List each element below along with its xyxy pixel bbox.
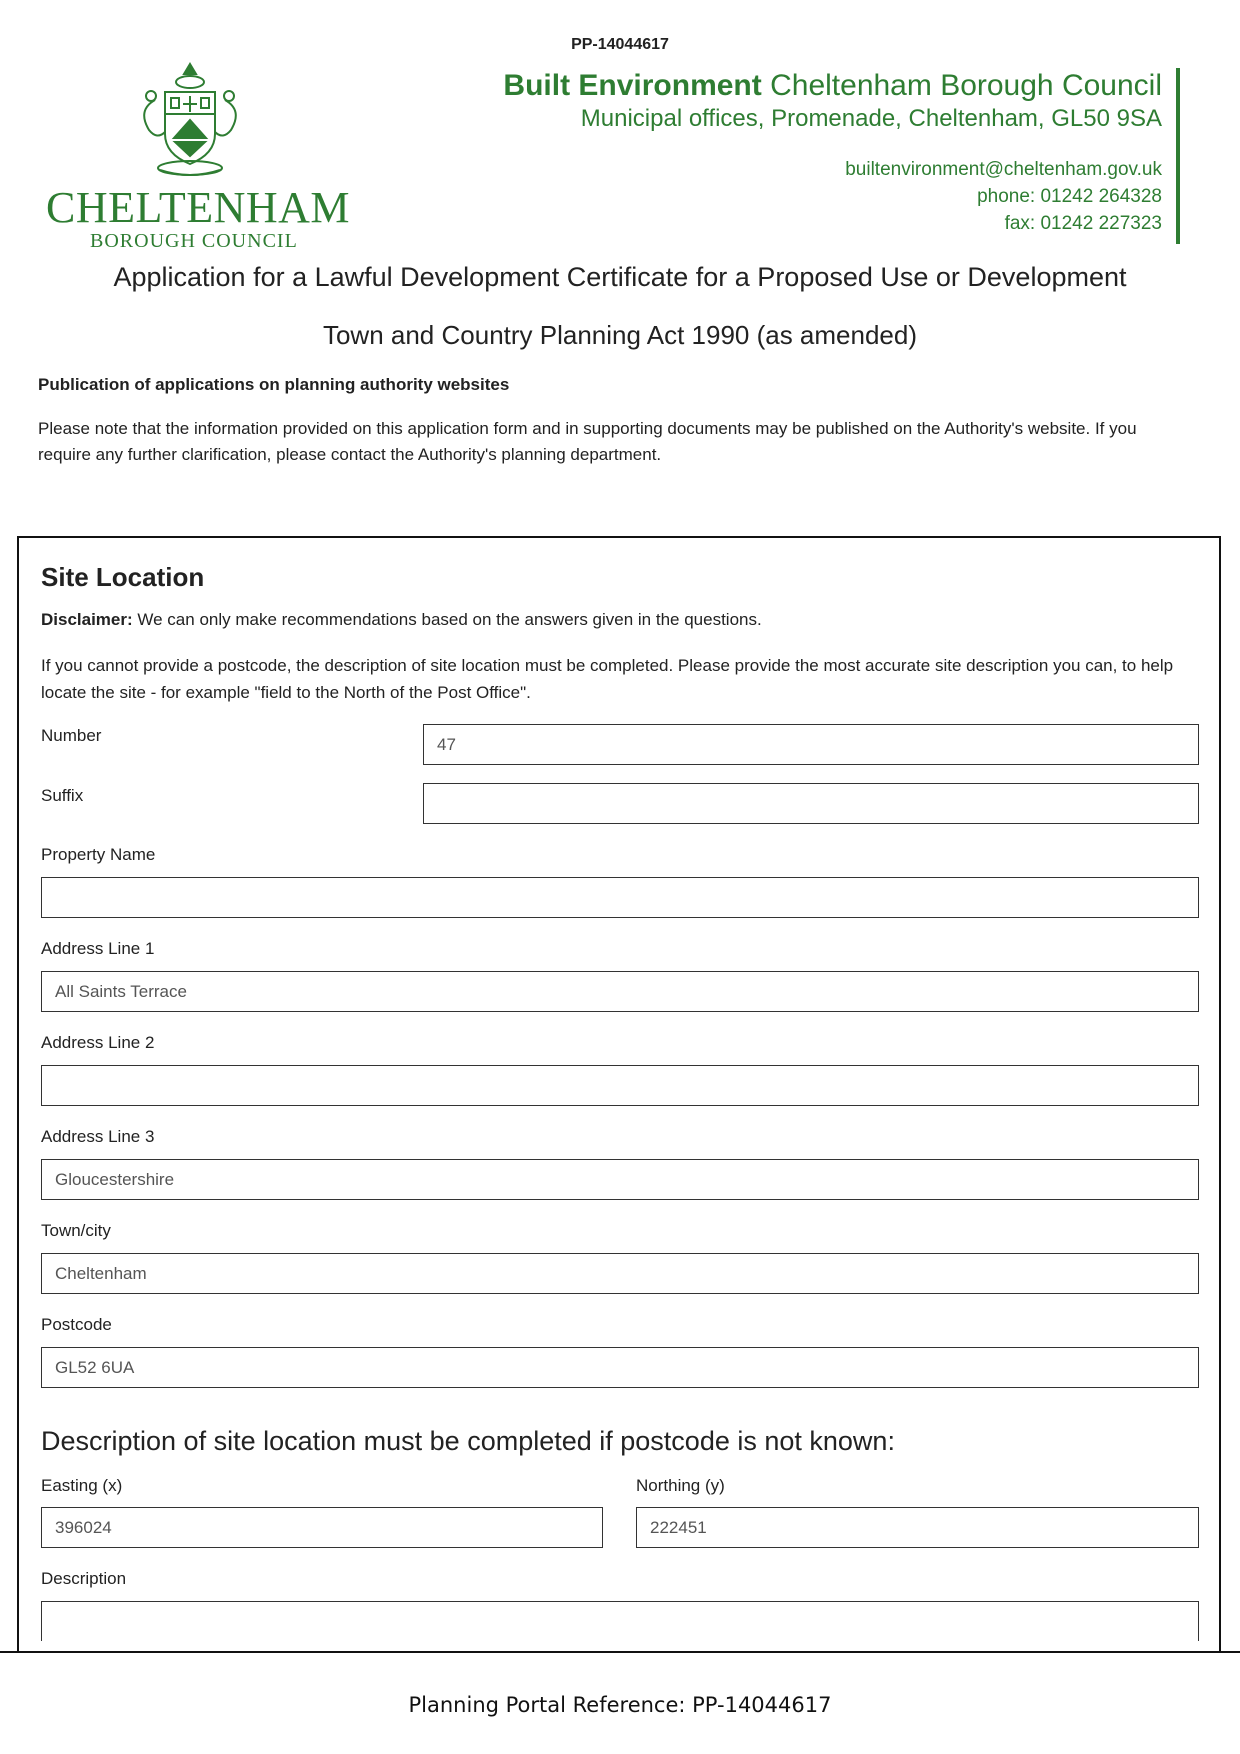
document-subtitle: Town and Country Planning Act 1990 (as amended) [322,320,918,350]
council-name: Cheltenham Borough Council [770,69,1162,102]
number-label: Number [41,726,102,745]
coat-of-arms-icon [135,60,245,180]
logo-wordmark: CHELTENHAM [46,183,351,232]
council-contact-block [503,68,1180,244]
address-line-1-field[interactable]: All Saints Terrace [41,971,1199,1012]
easting-field[interactable]: 396024 [41,1507,603,1548]
document-title: Application for a Lawful Development Certificate for a Proposed Use or Development [113,262,1127,292]
suffix-field[interactable] [423,783,1199,824]
description-heading: Description of site location must be completed if postcode is not known: [41,1426,895,1456]
address-line-3-field[interactable]: Gloucestershire [41,1159,1199,1200]
department-name: Built Environment [503,69,762,102]
disclaimer-text: We can only make recommendations based on the answers given in the questions. [132,610,762,629]
logo-subtitle: BOROUGH COUNCIL [90,230,298,252]
council-logo [40,60,360,250]
section-title: Site Location [41,562,205,592]
council-email: builtenvironment@cheltenham.gov.uk [845,159,1162,180]
easting-label: Easting (x) [41,1476,123,1495]
disclaimer [41,610,762,630]
town-city-field[interactable]: Cheltenham [41,1253,1199,1294]
description-label: Description [41,1569,127,1588]
help-text: If you cannot provide a postcode, the description of site location must be completed. Please provide the most accurate site description you can, to help locate the site - for example "field to the North of the Post Office". [41,656,1174,702]
address-line-2-label: Address Line 2 [41,1033,155,1052]
address-line-1-label: Address Line 1 [41,939,155,958]
council-fax: fax: 01242 227323 [1004,213,1162,234]
council-address: Municipal offices, Promenade, Cheltenham, GL50 9SA [580,105,1162,132]
page-divider [0,1651,1240,1653]
council-phone: phone: 01242 264328 [977,186,1162,207]
reference-number-top: PP-14044617 [571,36,669,53]
number-field[interactable]: 47 [423,724,1199,765]
description-field[interactable] [41,1601,1199,1641]
disclaimer-label: Disclaimer: [41,610,133,629]
northing-field[interactable]: 222451 [636,1507,1199,1548]
northing-label: Northing (y) [636,1476,725,1495]
postcode-field[interactable]: GL52 6UA [41,1347,1199,1388]
postcode-label: Postcode [41,1315,112,1334]
publication-heading: Publication of applications on planning authority websites [38,375,510,394]
town-city-label: Town/city [41,1221,111,1240]
property-name-label: Property Name [41,845,156,864]
suffix-label: Suffix [41,786,84,805]
address-line-2-field[interactable] [41,1065,1199,1106]
footer-reference: Planning Portal Reference: PP-14044617 [408,1693,832,1717]
address-line-3-label: Address Line 3 [41,1127,155,1146]
publication-text: Please note that the information provided on this application form and in supporting documents may be published on the Authority's website. If you require any further clarification, please contact the Authority's planning department. [38,419,1137,464]
property-name-field[interactable] [41,877,1199,918]
